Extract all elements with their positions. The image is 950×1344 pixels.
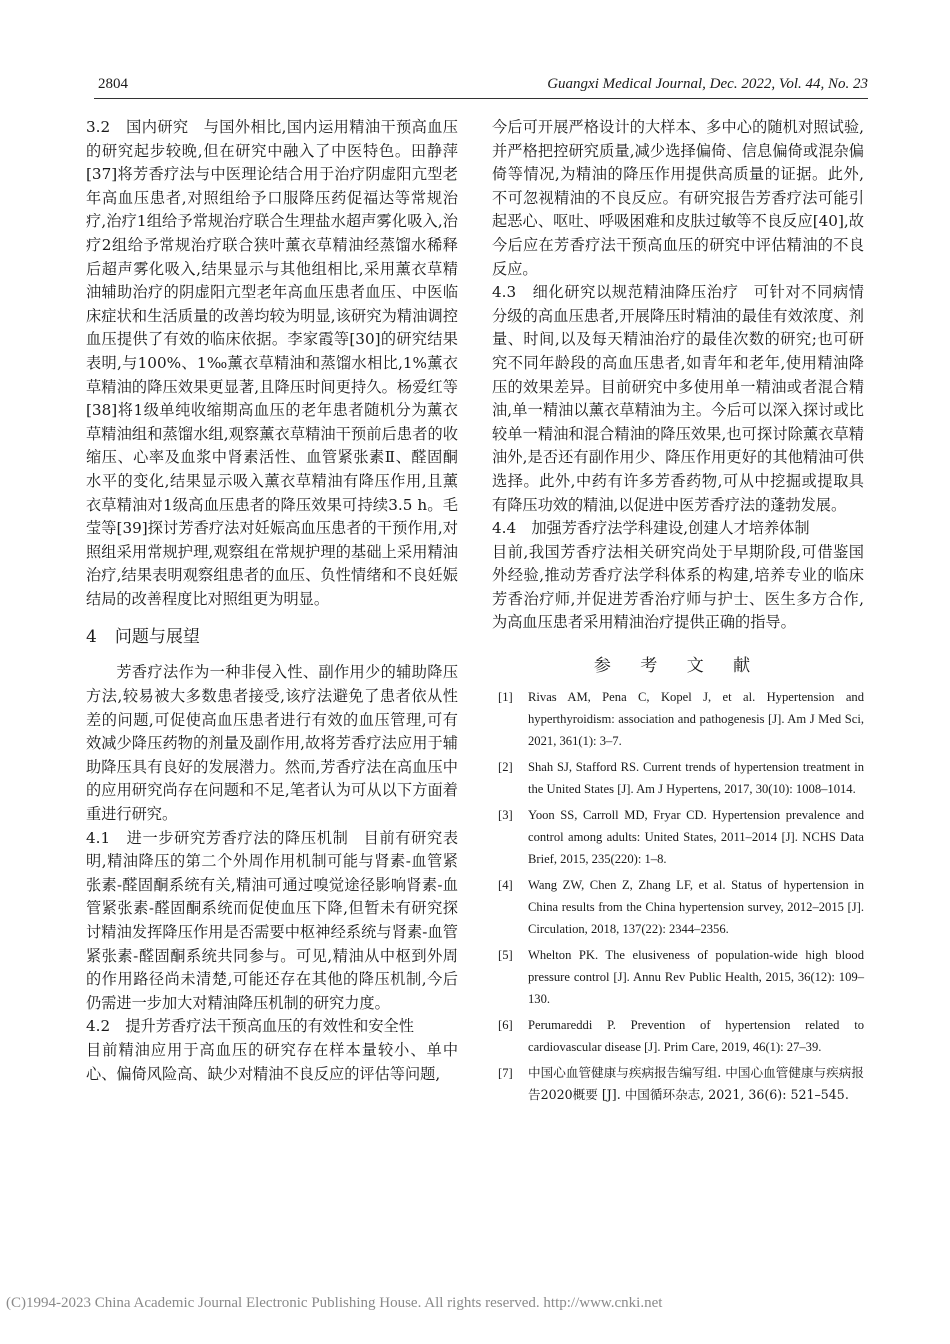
- section-4-3-heading: 4.3 细化研究以规范精油降压治疗: [492, 283, 739, 302]
- journal-citation: Guangxi Medical Journal, Dec. 2022, Vol. 44, No. 23: [547, 76, 868, 92]
- reference-text: Wang ZW, Chen Z, Zhang LF, et al. Status of hypertension in China results from the China hypertension survey, 2012–2015 [J]. Circulation, 2018, 137(22): 2344–2356.: [528, 878, 864, 937]
- reference-item: [492, 686, 864, 752]
- reference-text: Shah SJ, Stafford RS. Current trends of hypertension treatment in the United States [J]. Am J Hypertens, 2017, 30(10): 1008–1014.: [528, 760, 864, 797]
- reference-index: [4]: [498, 878, 513, 893]
- reference-text: Perumareddi P. Prevention of hypertension related to cardiovascular disease [J]. Prim Care, 2019, 46(1): 27–39.: [528, 1018, 864, 1055]
- section-4-2-continued: 今后可开展严格设计的大样本、多中心的随机对照试验,并严格把控研究质量,减少选择偏倚、信息偏倚或混杂偏倚等情况,为精油的降压作用提供高质量的证据。此外,不可忽视精油的不良反应。有研究报告芳香疗法可能引起恶心、呕吐、呼吸困难和皮肤过敏等不良反应[40],故今后应在芳香疗法干预高血压的研究中评估精油的不良反应。: [492, 118, 864, 278]
- reference-text: Whelton PK. The elusiveness of population-wide high blood pressure control [J]. Annu Rev Public Health, 2015, 36(12): 109–130.: [528, 948, 864, 1007]
- reference-index: [3]: [498, 808, 513, 823]
- section-4-1-body: 目前有研究表明,精油降压的第二个外周作用机制可能与肾素-血管紧张素-醛固酮系统有关,精油可通过嗅觉途径影响肾素-血管紧张素-醛固酮系统而促使血压下降,但暂未有研究探讨精油发挥降压作用是否需要中枢神经系统与肾素-血管紧张素-醛固酮系统共同参与。可见,精油从中枢到外周的作用路径尚未清楚,可能还存在其他的降压机制,今后仍需进一步加大对精油降压机制的研究力度。: [86, 828, 459, 1012]
- section-3-2-paragraph: [86, 116, 458, 611]
- copyright-footer: (C)1994-2023 China Academic Journal Electronic Publishing House. All rights reserved. http://www.cnki.net: [6, 1295, 663, 1311]
- reference-index: [7]: [498, 1066, 513, 1081]
- right-column: [492, 116, 864, 1110]
- reference-index: [6]: [498, 1018, 513, 1033]
- reference-list: [492, 686, 864, 1106]
- section-4-number: 4: [86, 627, 97, 648]
- reference-index: [1]: [498, 690, 513, 705]
- section-4-2-heading: 4.2 提升芳香疗法干预高血压的有效性和安全性: [86, 1017, 414, 1036]
- reference-text: 中国心血管健康与疾病报告编写组. 中国心血管健康与疾病报告2020概要 [J]. 中国循环杂志, 2021, 36(6): 521–545.: [528, 1065, 864, 1103]
- reference-text: Rivas AM, Pena C, Kopel J, et al. Hypertension and hyperthyroidism: association and pathogenesis [J]. Am J Med Sci, 2021, 361(1): 3–7.: [528, 690, 864, 749]
- section-3-2-heading: 3.2 国内研究: [86, 118, 189, 136]
- section-4-3-paragraph: [492, 281, 864, 517]
- reference-index: [5]: [498, 948, 513, 963]
- section-4-2-body: 目前精油应用于高血压的研究存在样本量较小、单中心、偏倚风险高、缺少对精油不良反应的评估等问题,: [86, 1040, 458, 1083]
- page-number: 2804: [98, 76, 128, 92]
- section-4-title: 问题与展望: [114, 627, 200, 648]
- section-4-intro: 芳香疗法作为一种非侵入性、副作用少的辅助降压方法,较易被大多数患者接受,该疗法避免了患者依从性差的问题,可促使高血压患者进行有效的血压管理,可有效减少降压药物的剂量及副作用,故将芳香疗法应用于辅助降压具有良好的发展潜力。然而,芳香疗法在高血压中的应用研究尚存在问题和不足,笔者认为可从以下方面着重进行研究。: [86, 663, 458, 824]
- reference-item: [492, 944, 864, 1010]
- section-4-4-body: 目前,我国芳香疗法相关研究尚处于早期阶段,可借鉴国外经验,推动芳香疗法学科体系的构建,培养专业的临床芳香治疗师,并促进芳香治疗师与护士、医生多方合作,为高血压患者采用精油治疗提供正确的指导。: [492, 542, 864, 632]
- reference-item: [492, 1014, 864, 1058]
- section-3-2-body: 与国外相比,国内运用精油干预高血压的研究起步较晚,但在研究中融入了中医特色。田静萍[37]将芳香疗法与中医理论结合用于治疗阴虚阳亢型老年高血压患者,对照组给予口服降压药促福达等常规治疗,治疗1组给予常规治疗联合生理盐水超声雾化吸入,治疗2组给予常规治疗联合狭叶薰衣草精油经蒸馏水稀释后超声雾化吸入,结果显示与其他组相比,采用薰衣草精油辅助治疗的阴虚阳亢型老年高血压患者血压、中医临床症状和生活质量的改善均较为明显,该研究为精油调控血压提供了有效的临床依据。李家霞等[30]的研究结果表明,与100%、1‰薰衣草精油和蒸馏水相比,1%薰衣草精油的降压效果更显著,且降压时间更持久。杨爱红等[38]将1级单纯收缩期高血压的老年患者随机分为薰衣草精油组和蒸馏水组,观察薰衣草精油干预前后患者的收缩压、心率及血浆中肾素活性、血管紧张素Ⅱ、醛固酮水平的变化,结果显示吸入薰衣草精油有降压作用,且薰衣草精油对1级高血压患者的降压效果可持续3.5 h。毛莹等[39]探讨芳香疗法对妊娠高血压患者的干预作用,对照组采用常规护理,观察组在常规护理的基础上采用精油治疗,结果表明观察组患者的血压、负性情绪和不良妊娠结局的改善程度比对照组更为明显。: [86, 118, 458, 608]
- reference-item: [492, 804, 864, 870]
- section-4-heading: [86, 625, 458, 649]
- running-header: [94, 76, 868, 99]
- section-4-3-body: 可针对不同病情分级的高血压患者,开展降压时精油的最佳有效浓度、剂量、时间,以及每天精油治疗的最佳次数的研究;也可研究不同年龄段的高血压患者,如青年和老年,使用精油降压的效果差异。目前研究中多使用单一精油或者混合精油,单一精油以薰衣草精油为主。今后可以深入探讨或比较单一精油和混合精油的降压效果,也可探讨除薰衣草精油外,是否还有副作用少、降压作用更好的其他精油可供选择。此外,中药有许多芳香药物,可从中挖掘或提取具有降压功效的精油,以促进中医芳香疗法的蓬勃发展。: [492, 283, 864, 514]
- reference-item: [492, 1062, 864, 1106]
- section-4-1-heading: 4.1 进一步研究芳香疗法的降压机制: [86, 828, 349, 847]
- reference-item: [492, 874, 864, 940]
- left-column: [86, 116, 458, 1086]
- reference-index: [2]: [498, 760, 513, 775]
- reference-item: [492, 756, 864, 800]
- reference-text: Yoon SS, Carroll MD, Fryar CD. Hypertension prevalence and control among adults: United States, 2011–2014 [J]. NCHS Data Brief, 2015, 235(220): 1–8.: [528, 808, 864, 867]
- section-4-4-heading: 4.4 加强芳香疗法学科建设,创建人才培养体制: [492, 519, 810, 538]
- references-title: 参 考 文 献: [593, 656, 763, 677]
- section-4-1-paragraph: [86, 827, 458, 1016]
